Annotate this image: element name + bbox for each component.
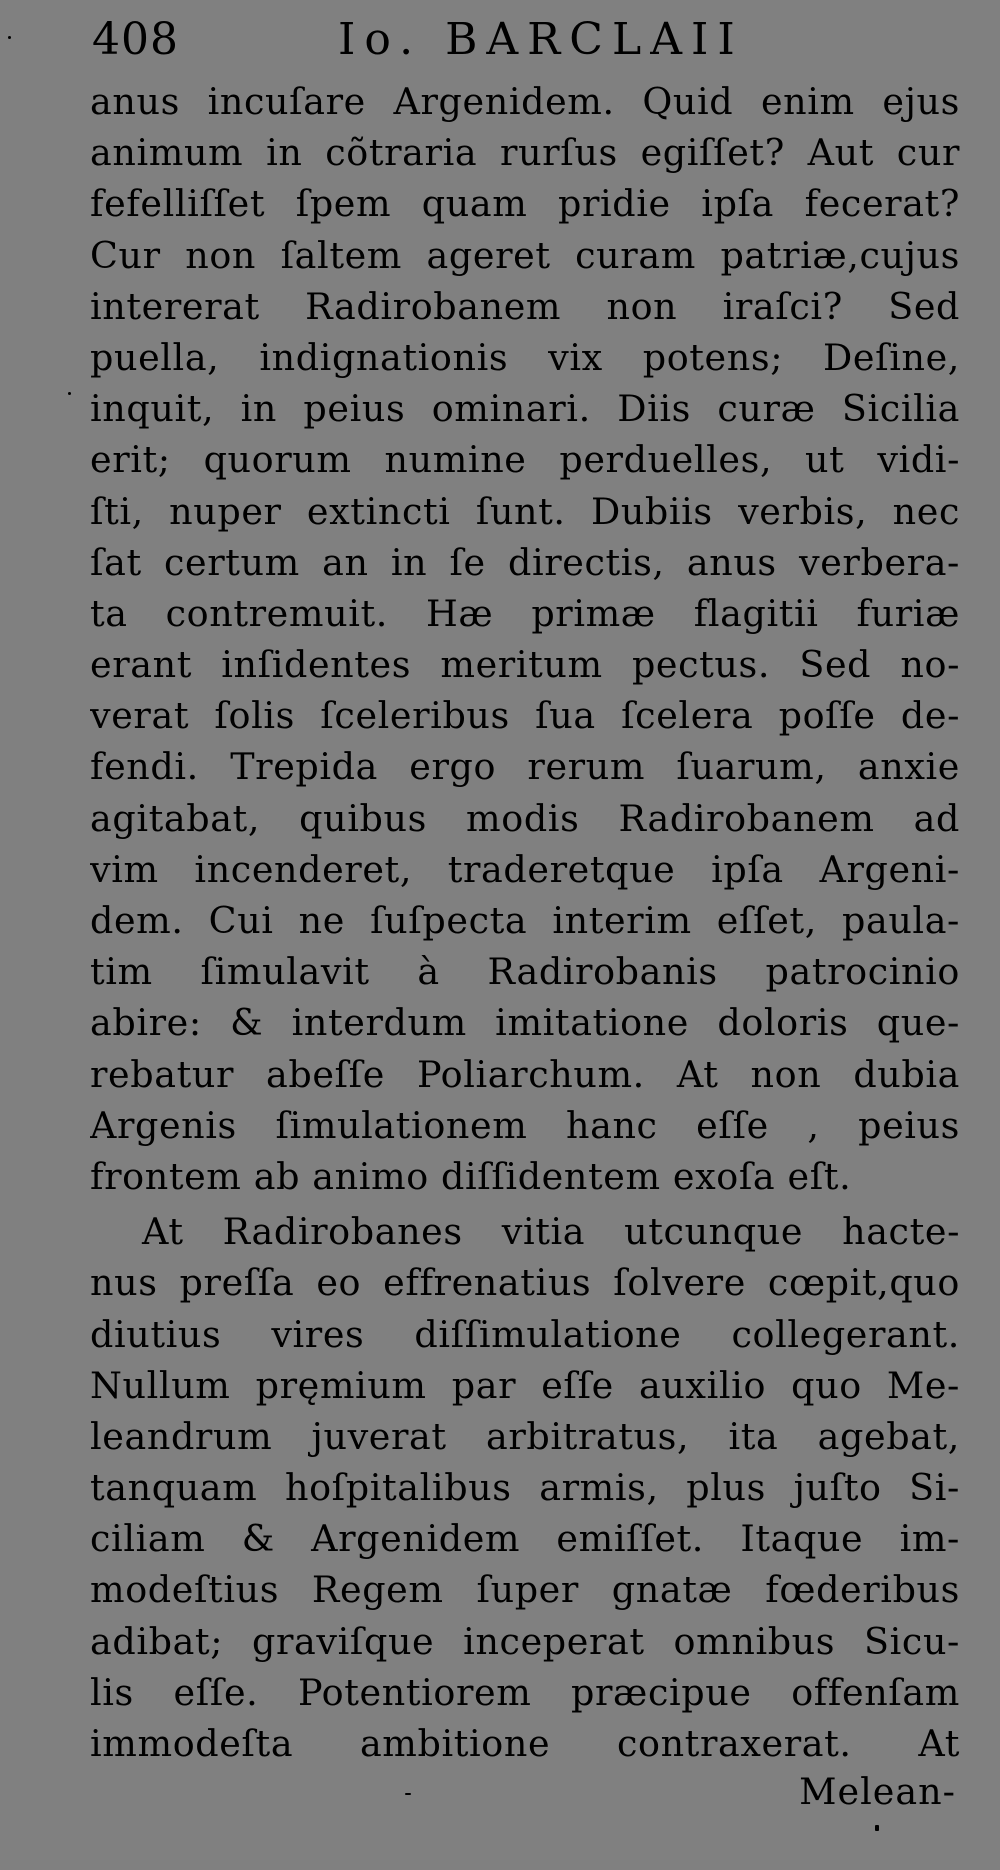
text-line: tim ſimulavit à Radirobanis patrocinio <box>90 950 960 994</box>
text-line: fefelliſſet ſpem quam pridie ipſa fecerat? <box>90 182 960 226</box>
catchword: Melean- <box>799 1770 956 1813</box>
body-text <box>90 76 960 1769</box>
text-line: inquit, in peius ominari. Diis curæ Sicilia <box>90 387 960 431</box>
scan-speck <box>68 392 71 395</box>
paragraph-1 <box>90 76 960 1202</box>
text-line: tanquam hoſpitalibus armis, plus juſto Si- <box>90 1466 960 1510</box>
text-line: adibat; graviſque inceperat omnibus Sicu- <box>90 1619 960 1663</box>
text-line: At Radirobanes vitia utcunque hacte- <box>142 1210 960 1254</box>
text-line: Nullum pręmium par eſſe auxilio quo Me- <box>90 1363 960 1407</box>
text-line: lis eſſe. Potentiorem præcipue offenſam <box>90 1670 960 1714</box>
text-line: intererat Radirobanem non iraſci? Sed <box>90 284 960 328</box>
text-line: dem. Cui ne ſuſpecta interim eſſet, paula- <box>90 899 960 942</box>
text-line: anus incuſare Argenidem. Quid enim ejus <box>90 80 960 123</box>
text-line: ta contremuit. Hæ primæ flagitii furiæ <box>90 591 960 635</box>
text-line: ſti, nuper extincti ſunt. Dubiis verbis, nec <box>90 489 960 533</box>
text-line: nus preſſa eo effrenatius ſolvere cœpit,quo <box>90 1261 960 1305</box>
text-line: frontem ab animo diſſidentem exoſa eſt. <box>90 1154 852 1198</box>
page-number: 408 <box>92 14 179 65</box>
text-line: erant inſidentes meritum pectus. Sed no- <box>90 643 960 687</box>
text-line: puella, indignationis vix potens; Deſine, <box>90 335 960 379</box>
text-line: immodeſta ambitione contraxerat. At <box>90 1722 960 1765</box>
scan-speck <box>405 1793 411 1795</box>
text-line: diutius vires diſſimulatione collegerant. <box>90 1312 960 1356</box>
text-line: leandrum juverat arbitratus, ita agebat, <box>90 1414 960 1458</box>
text-line: vim incenderet, traderetque ipſa Argeni- <box>90 847 960 891</box>
text-line: ſat certum an in ſe directis, anus verbera- <box>90 540 960 584</box>
text-line: verat ſolis ſceleribus ſua ſcelera poſſe de- <box>90 694 960 738</box>
text-line: erit; quorum numine perduelles, ut vidi- <box>90 438 960 482</box>
text-line: animum in cõtraria rurſus egiſſet? Aut cur <box>90 131 960 175</box>
text-line: modeſtius Regem ſuper gnatæ fœderibus <box>90 1568 960 1612</box>
text-line: Argenis ſimulationem hanc eſſe , peius <box>90 1103 960 1147</box>
text-line: rebatur abeſſe Poliarchum. At non dubia <box>90 1052 960 1096</box>
text-line: agitabat, quibus modis Radirobanem ad <box>90 796 960 840</box>
page-header <box>92 14 912 74</box>
text-line: abire: & interdum imitatione doloris que- <box>90 1001 960 1045</box>
scan-speck <box>875 1825 879 1831</box>
text-line: ciliam & Argenidem emiſſet. Itaque im- <box>90 1517 960 1561</box>
text-line: Cur non ſaltem ageret curam patriæ,cujus <box>90 233 960 277</box>
scan-speck <box>8 36 11 39</box>
text-line: fendi. Trepida ergo rerum ſuarum, anxie <box>90 745 960 789</box>
paragraph-2 <box>90 1206 960 1769</box>
running-head: Io. BARCLAII <box>338 14 744 65</box>
